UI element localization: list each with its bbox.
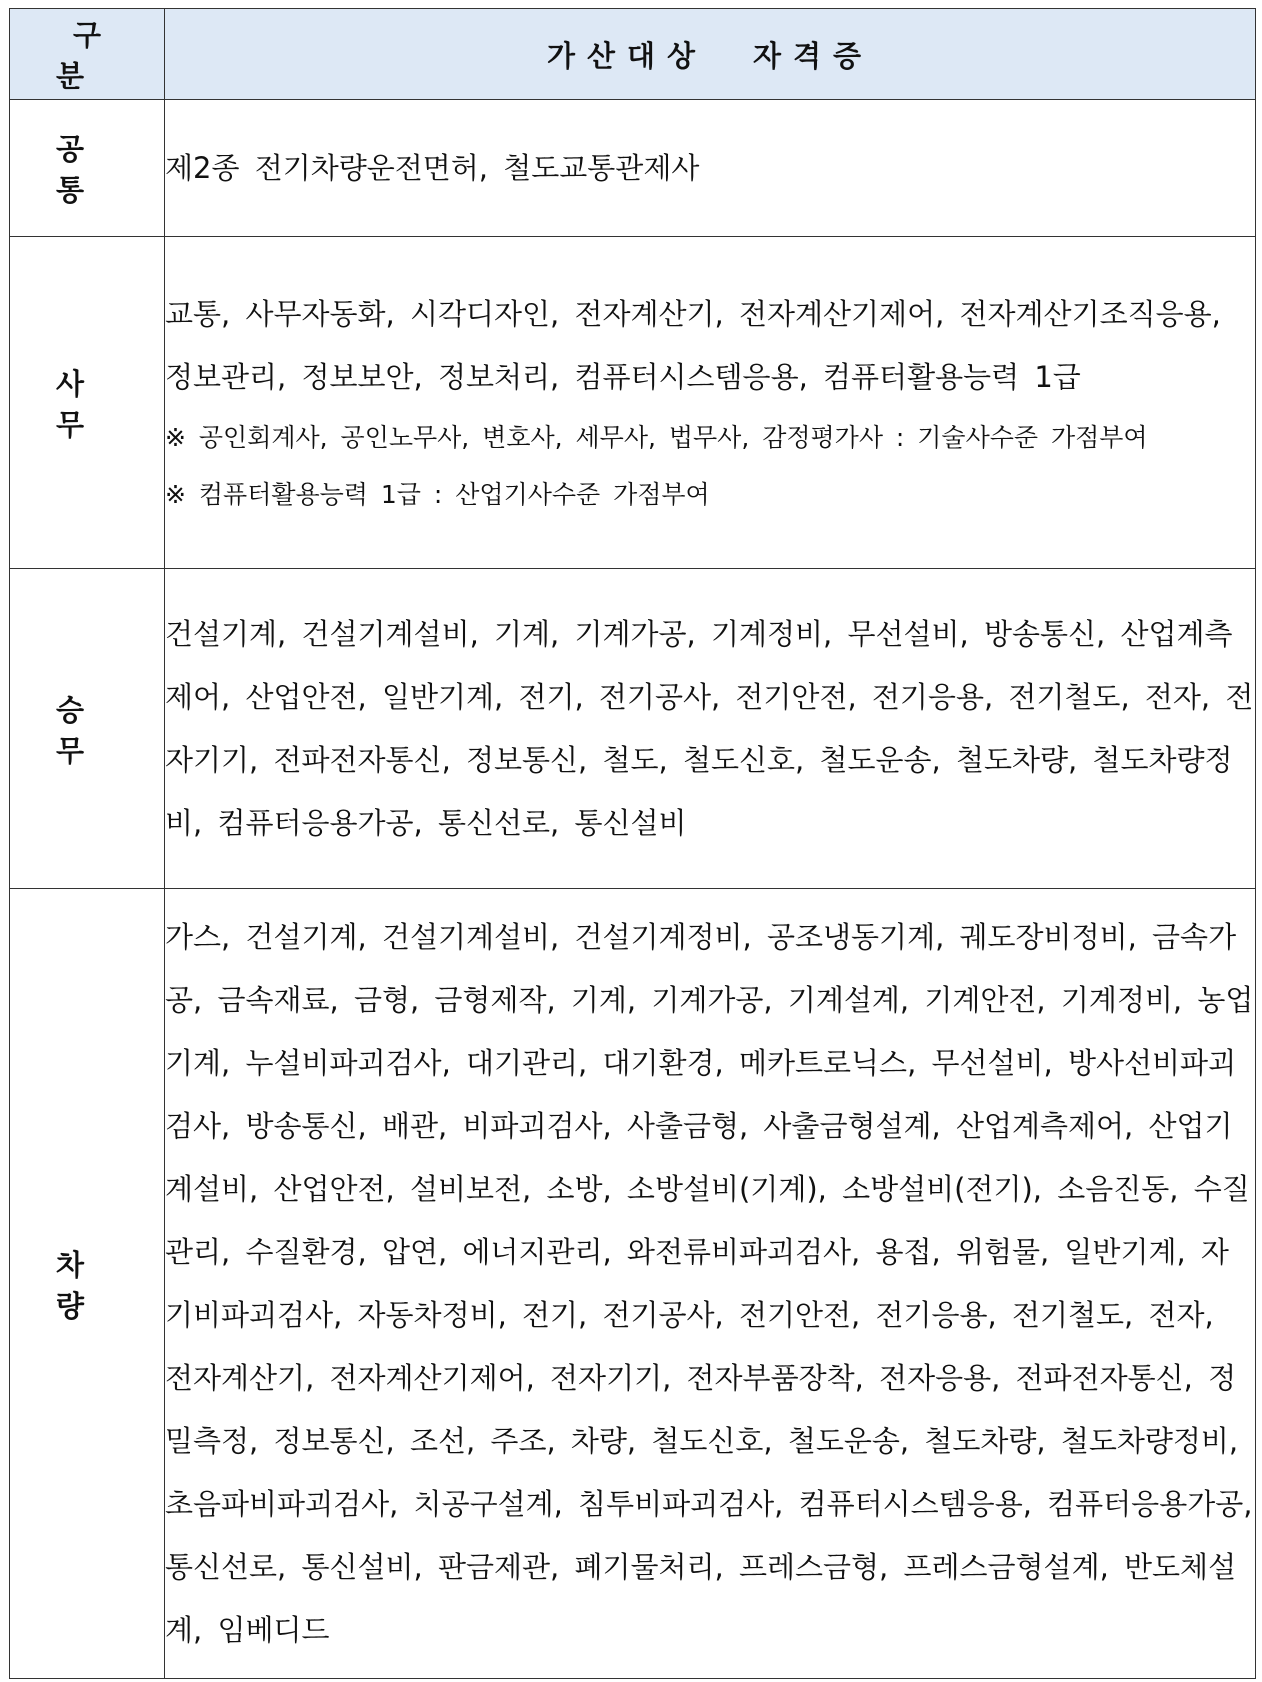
table-header-row [10, 9, 1256, 100]
qualification-text: 건설기계, 건설기계설비, 기계, 기계가공, 기계정비, 무선설비, 방송통신, 산업계측제어, 산업안전, 일반기계, 전기, 전기공사, 전기안전, 전기응용, 전기철도, 전자, 전자기기, 전파전자통신, 정보통신, 철도, 철도신호, 철도운송, 철도차량, 철도차량정비, 컴퓨터응용가공, 통신선로, 통신설비 [165, 616, 1254, 840]
category-cell: 승 무 [10, 569, 165, 889]
qualification-cell [165, 569, 1256, 889]
note-text: ※ 공인회계사, 공인노무사, 변호사, 세무사, 법무사, 감정평가사 : 기술사수준 가점부여 [165, 422, 1148, 452]
header-qualification-a: 가산대상 [546, 38, 707, 73]
header-category: 구 분 [10, 9, 165, 100]
table-row [10, 889, 1256, 1679]
qualification-cell [165, 100, 1256, 237]
header-qualification [165, 9, 1256, 100]
table-row [10, 100, 1256, 237]
category-cell: 사 무 [10, 237, 165, 569]
qualification-table [9, 8, 1256, 1679]
qualification-cell [165, 237, 1256, 569]
table-row [10, 569, 1256, 889]
qualification-text: 제2종 전기차량운전면허, 철도교통관제사 [165, 150, 700, 185]
qualification-cell [165, 889, 1256, 1679]
header-qualification-b: 자격증 [753, 38, 874, 73]
category-cell: 공 통 [10, 100, 165, 237]
qualification-text: 가스, 건설기계, 건설기계설비, 건설기계정비, 공조냉동기계, 궤도장비정비, 금속가공, 금속재료, 금형, 금형제작, 기계, 기계가공, 기계설계, 기계안전, 기계정비, 농업기계, 누설비파괴검사, 대기관리, 대기환경, 메카트로닉스, 무선설비, 방사선비파괴검사, 방송통신, 배관, 비파괴검사, 사출금형, 사출금형설계, 산업계측제어, 산업기계설비, 산업안전, 설비보전, 소방, 소방설비(기계), 소방설비(전기), 소음진동, 수질관리, 수질환경, 압연, 에너지관리, 와전류비파괴검사, 용접, 위험물, 일반기계, 자기비파괴검사, 자동차정비, 전기, 전기공사, 전기안전, 전기응용, 전기철도, 전자, 전자계산기, 전자계산기제어, 전자기기, 전자부품장착, 전자응용, 전파전자통신, 정밀측정, 정보통신, 조선, 주조, 차량, 철도신호, 철도운송, 철도차량, 철도차량정비, 초음파비파괴검사, 치공구설계, 침투비파괴검사, 컴퓨터시스템응용, 컴퓨터응용가공, 통신선로, 통신설비, 판금제관, 폐기물처리, 프레스금형, 프레스금형설계, 반도체설계, 임베디드 [165, 919, 1254, 1647]
qualification-text: 교통, 사무자동화, 시각디자인, 전자계산기, 전자계산기제어, 전자계산기조직응용, 정보관리, 정보보안, 정보처리, 컴퓨터시스템응용, 컴퓨터활용능력 1급 [165, 296, 1221, 394]
note-text: ※ 컴퓨터활용능력 1급 : 산업기사수준 가점부여 [165, 479, 710, 509]
table-row [10, 237, 1256, 569]
category-cell: 차 량 [10, 889, 165, 1679]
